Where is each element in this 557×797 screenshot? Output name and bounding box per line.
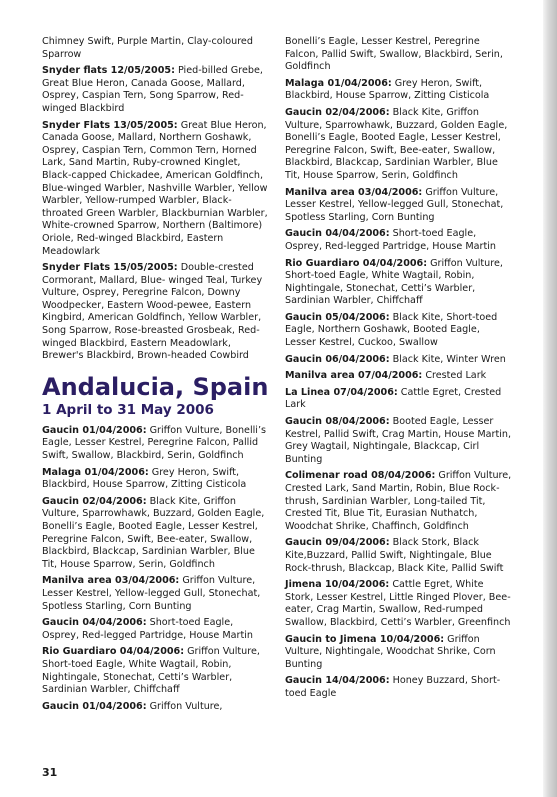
list-item <box>42 65 271 115</box>
list-item <box>285 470 512 533</box>
page-number: 31 <box>42 766 58 779</box>
entry-species: Griffon Vulture, Bonelli’s Eagle, Lesser Kestrel, Peregrine Falcon, Pallid Swift, Swallow, Blackbird, Serin, Goldfinch <box>42 424 266 462</box>
list-item <box>285 416 512 466</box>
entry-location: Gaucin 04/04/2006: <box>285 228 390 240</box>
list-item <box>42 120 271 259</box>
list-item <box>42 467 271 492</box>
list-item <box>42 425 271 463</box>
list-item <box>285 107 512 183</box>
list-item <box>285 370 512 383</box>
list-item <box>285 537 512 575</box>
entry-species: Black Kite, Winter Wren <box>389 353 506 365</box>
entry-location: Gaucin 08/04/2006: <box>285 416 390 428</box>
list-item <box>285 258 512 308</box>
entry-species: Griffon Vulture, Lesser Kestrel, Yellow-legged Gull, Stonechat, Spotless Starling, Corn Bunting <box>42 575 261 612</box>
entry-location: Snyder Flats 13/05/2005: <box>42 119 178 131</box>
entry-species: Black Kite, Short-toed Eagle, Northern Goshawk, Booted Eagle, Lesser Kestrel, Cuckoo, Swallow <box>285 311 498 349</box>
list-item <box>42 262 271 363</box>
list-item <box>42 575 271 613</box>
entry-location: Gaucin 06/04/2006: <box>285 353 390 365</box>
entry-species: Pied-billed Grebe, Great Blue Heron, Canada Goose, Mallard, Osprey, Caspian Tern, Song Sparrow, Red-winged Blackbird <box>42 65 263 114</box>
entry-location: Gaucin 02/04/2006: <box>42 495 147 507</box>
entry-species: Great Blue Heron, Canada Goose, Mallard, Northern Goshawk, Osprey, Caspian Tern, Common Tern, Horned Lark, Sand Martin, Ruby-crowned Kinglet, Black-capped Chickadee, American Goldfinch, Blue-winged Warbler, Nashville Warbler, Yellow Warbler, Yellow-rumped Warbler, Black-throated Green Warbler, Blackburnian Warbler, White-crowned Sparrow, Northern (Baltimore) Oriole, Red-winged Blackbird, Eastern Meadowlark <box>42 119 268 257</box>
entry-location: Malaga 01/04/2006: <box>42 466 149 478</box>
list-item <box>42 701 271 714</box>
entry-location: Gaucin 01/04/2006: <box>42 700 147 712</box>
entry-location: Manilva area 03/04/2006: <box>42 575 180 587</box>
entry-species: Bonelli’s Eagle, Lesser Kestrel, Peregrine Falcon, Pallid Swift, Swallow, Blackbird, Serin, Goldfinch <box>285 36 503 73</box>
list-item <box>42 496 271 572</box>
entry-species: Griffon Vulture, Nightingale, Woodchat Shrike, Corn Bunting <box>285 633 496 670</box>
entry-location: Gaucin 02/04/2006: <box>285 106 390 118</box>
list-item <box>285 387 512 412</box>
entry-location: Colimenar road 08/04/2006: <box>285 470 436 482</box>
entry-species: Short-toed Eagle, Osprey, Red-legged Partridge, House Martin <box>285 228 496 252</box>
entry-location: Rio Guardiaro 04/04/2006: <box>42 646 185 658</box>
list-item <box>285 634 512 672</box>
entry-species: Honey Buzzard, Short-toed Eagle <box>285 675 501 699</box>
list-item <box>285 675 512 700</box>
entry-location: Malaga 01/04/2006: <box>285 77 392 89</box>
entry-location: Manilva area 07/04/2006: <box>285 370 423 382</box>
section-subtitle: 1 April to 31 May 2006 <box>42 401 214 418</box>
entry-location: Gaucin 09/04/2006: <box>285 537 390 549</box>
entry-species: Booted Eagle, Lesser Kestrel, Pallid Swift, Crag Martin, House Martin, Grey Wagtail, Nightingale, Blackcap, Cirl Bunting <box>285 416 512 465</box>
entry-location: Manilva area 03/04/2006: <box>285 186 423 198</box>
list-item <box>285 228 512 253</box>
entry-location: Gaucin 05/04/2006: <box>285 311 390 323</box>
page-edge <box>543 0 557 797</box>
entry-location: Jimena 10/04/2006: <box>285 579 390 591</box>
entry-species: Griffon Vulture, Short-toed Eagle, White Wagtail, Robin, Nightingale, Stonechat, Cetti’s Warbler, Sardinian Warbler, Chiffchaff <box>285 257 503 307</box>
entry-species: Griffon Vulture, <box>146 700 223 712</box>
list-item <box>285 354 512 367</box>
entry-species: Black Kite, Griffon Vulture, Sparrowhawk, Buzzard, Golden Eagle, Bonelli’s Eagle, Booted Eagle, Lesser Kestrel, Peregrine Falcon, Swift, Bee-eater, Swallow, Blackbird, Blackcap, Sardinian Warbler, Blue Tit, House Sparrow, Serin, Goldfinch <box>285 106 508 181</box>
entry-location: Gaucin 01/04/2006: <box>42 424 147 436</box>
entry-species: Grey Heron, Swift, Blackbird, House Sparrow, Zitting Cisticola <box>42 466 247 491</box>
entry-species: Griffon Vulture, Crested Lark, Sand Martin, Robin, Blue Rock-thrush, Sardinian Warbler, Long-tailed Tit, Crested Tit, Blue Tit, Eurasian Nuthatch, Woodchat Shrike, Chaffinch, Goldfinch <box>285 470 512 532</box>
entry-species: Crested Lark <box>422 370 487 382</box>
entry-location: Gaucin 04/04/2006: <box>42 617 147 629</box>
entry-location: Gaucin to Jimena 10/04/2006: <box>285 633 445 645</box>
entry-species: Cattle Egret, White Stork, Lesser Kestrel, Little Ringed Plover, Bee-eater, Crag Martin, Swallow, Red-rumped Swallow, Blackbird, Cetti’s Warbler, Greenfinch <box>285 579 511 628</box>
section-title: Andalucia, Spain <box>42 372 269 401</box>
list-item <box>285 78 512 103</box>
entry-species: Double-crested Cormorant, Mallard, Blue- winged Teal, Turkey Vulture, Osprey, Peregrine Falcon, Downy Woodpecker, Eastern Wood-pewee, Eastern Kingbird, American Goldfinch, Yellow Warbler, Song Sparrow, Rose-breasted Grosbeak, Red- winged Blackbird, Eastern Meadowlark, Brewer's Blackbird, Brown-headed Cowbird <box>42 262 263 362</box>
list-item <box>285 312 512 350</box>
entry-species: Cattle Egret, Crested Lark <box>285 386 502 411</box>
entry-species: Griffon Vulture, Short-toed Eagle, White Wagtail, Robin, Nightingale, Stonechat, Cetti’s Warbler, Sardinian Warbler, Chiffchaff <box>42 646 260 696</box>
entry-location: Snyder flats 12/05/2005: <box>42 65 175 77</box>
entry-species: Black Stork, Black Kite,Buzzard, Pallid Swift, Nightingale, Blue Rock-thrush, Blackcap, Black Kite, Pallid Swift <box>285 537 504 574</box>
entry-species: Grey Heron, Swift, Blackbird, House Sparrow, Zitting Cisticola <box>285 77 490 102</box>
entry-location: Gaucin 14/04/2006: <box>285 675 390 687</box>
list-item <box>42 617 271 642</box>
list-item <box>285 36 512 74</box>
entry-location: Rio Guardiaro 04/04/2006: <box>285 257 428 269</box>
right-column <box>285 36 512 705</box>
list-item <box>285 187 512 225</box>
entry-species: Short-toed Eagle, Osprey, Red-legged Partridge, House Martin <box>42 617 253 641</box>
list-item <box>42 646 271 696</box>
list-item <box>42 36 271 61</box>
entry-location: La Linea 07/04/2006: <box>285 386 398 398</box>
list-item <box>285 579 512 629</box>
entry-species: Chimney Swift, Purple Martin, Clay-coloured Sparrow <box>42 36 253 60</box>
entry-species: Black Kite, Griffon Vulture, Sparrowhawk, Buzzard, Golden Eagle, Bonelli’s Eagle, Booted Eagle, Lesser Kestrel, Peregrine Falcon, Swift, Bee-eater, Swallow, Blackbird, Blackcap, Sardinian Warbler, Blue Tit, House Sparrow, Serin, Goldfinch <box>42 495 265 570</box>
entry-location: Snyder Flats 15/05/2005: <box>42 262 178 274</box>
entry-species: Griffon Vulture, Lesser Kestrel, Yellow-legged Gull, Stonechat, Spotless Starling, Corn Bunting <box>285 186 504 223</box>
left-column <box>42 36 271 717</box>
